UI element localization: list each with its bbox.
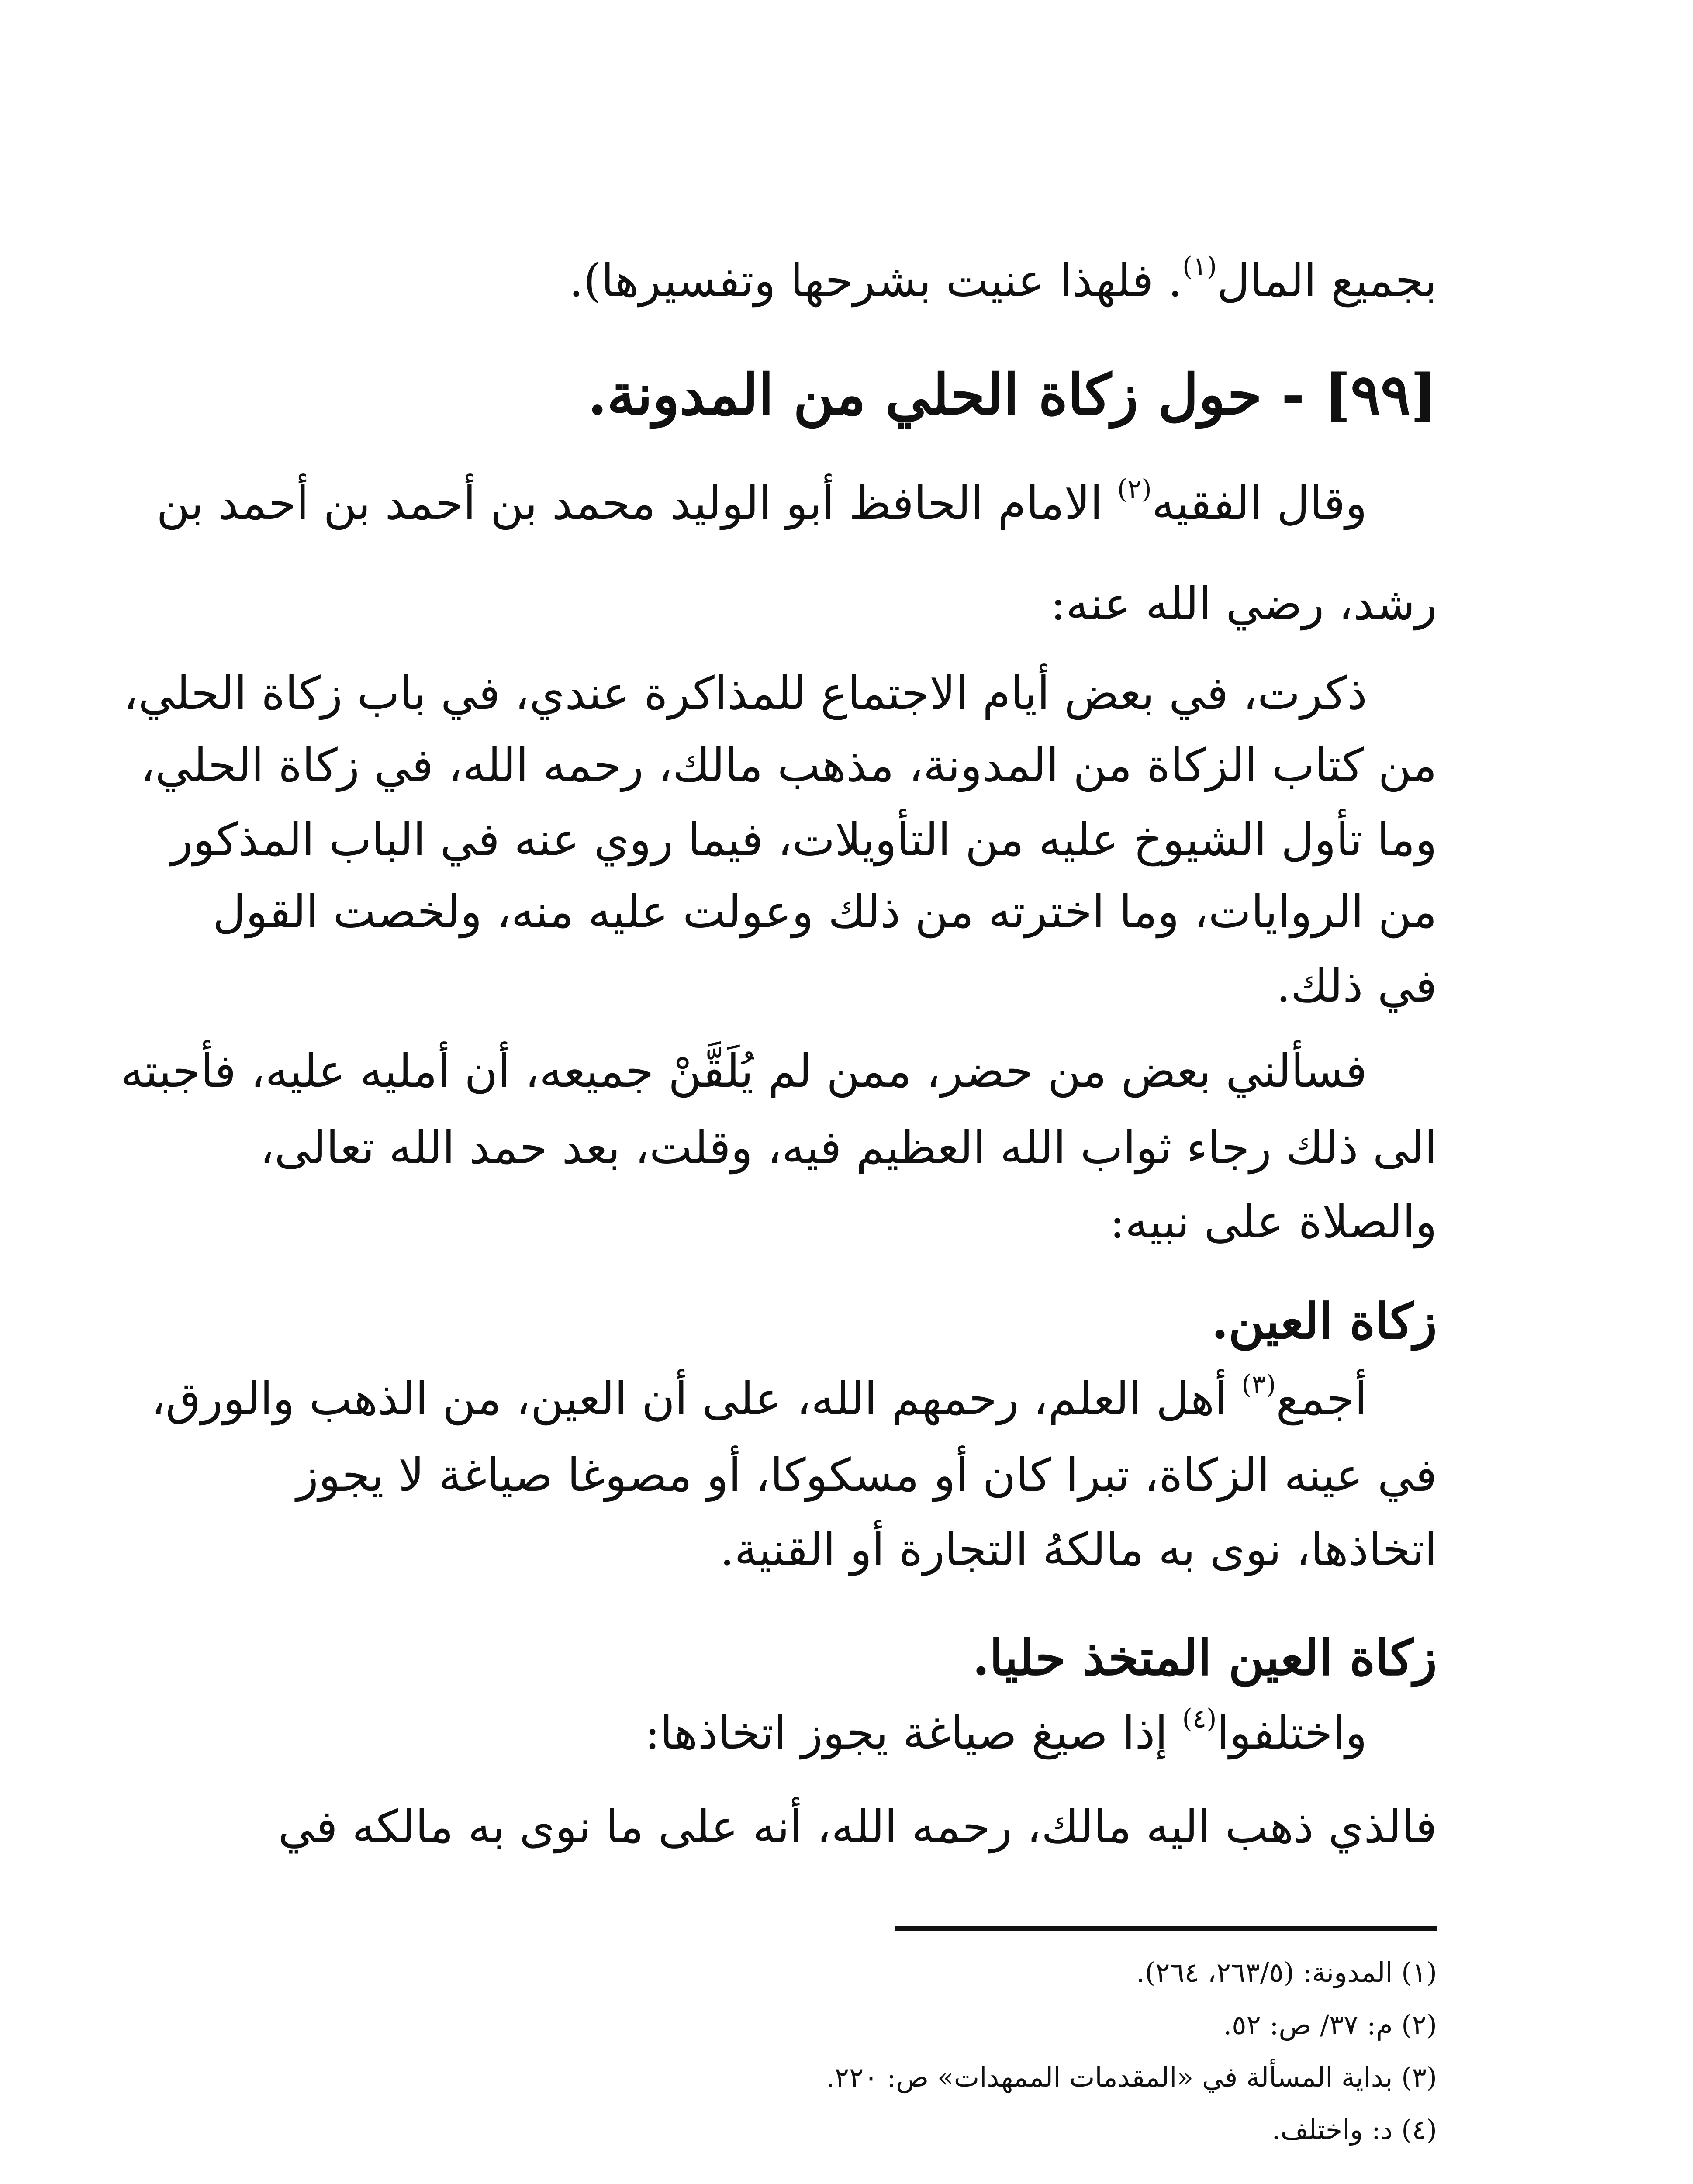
text-line: [644, 1704, 1367, 1759]
section-heading: [٩٩] - حول زكاة الحلي من المدونة.: [587, 362, 1437, 428]
text-fragment: أهل العلم، رحمهم الله، على أن العين، من الذهب والورق،: [151, 1372, 1242, 1425]
text-line: [156, 474, 1367, 530]
main-text: [121, 0, 1437, 1922]
subheading: زكاة العين.: [1211, 1293, 1437, 1350]
text-fragment: واختلفوا: [1216, 1706, 1367, 1759]
footnote-separator: [895, 1926, 1437, 1931]
text-line: اتخاذها، نوى به مالكهُ التجارة أو القنية.: [720, 1523, 1437, 1576]
footnote-marker: (٢): [1117, 474, 1152, 505]
text-fragment: أجمع: [1276, 1372, 1367, 1425]
text-line: فسألني بعض من حضر، ممن لم يُلَقَّنْ جميعه، أن أمليه عليه، فأجبته: [121, 1044, 1367, 1098]
text-line: من كتاب الزكاة من المدونة، مذهب مالك، رحمه الله، في زكاة الحلي،: [140, 739, 1437, 792]
text-line: والصلاة على نبيه:: [1109, 1195, 1437, 1248]
text-line: من الروايات، وما اخترته من ذلك وعولت عليه منه، ولخصت القول: [212, 885, 1437, 938]
text-line: [151, 1369, 1367, 1425]
text-line: فالذي ذهب اليه مالك، رحمه الله، أنه على ما نوى به مالكه في: [278, 1800, 1437, 1853]
text-line: ذكرت، في بعض أيام الاجتماع للمذاكرة عندي، في باب زكاة الحلي،: [123, 667, 1367, 720]
text-line: الى ذلك رجاء ثواب الله العظيم فيه، وقلت، بعد حمد الله تعالى،: [259, 1121, 1437, 1174]
text-fragment: . فلهذا عنيت بشرحها وتفسيرها).: [569, 254, 1182, 307]
footnote-marker: (١): [1182, 251, 1217, 282]
text-fragment: بجميع المال: [1217, 254, 1437, 307]
text-fragment: الامام الحافظ أبو الوليد محمد بن أحمد بن أحمد بن: [156, 477, 1117, 530]
footnote: (٣) بداية المسألة في «المقدمات الممهدات» ص: ٢٢٠.: [826, 2061, 1437, 2093]
footnote-marker: (٤): [1182, 1704, 1217, 1734]
text-fragment: وقال الفقيه: [1151, 477, 1367, 530]
footnote: (٢) م: ٣٧/ ص: ٥٢.: [1223, 2009, 1437, 2041]
text-line: وما تأول الشيوخ عليه من التأويلات، فيما روي عنه في الباب المذكور: [171, 813, 1437, 866]
text-fragment: إذا صيغ صياغة يجوز اتخاذها:: [644, 1706, 1182, 1759]
footnote: (١) المدونة: (٢٦٣/٥، ٢٦٤).: [1136, 1956, 1437, 1988]
footnote: (٤) د: واختلف.: [1271, 2114, 1437, 2146]
text-line: في عينه الزكاة، تبرا كان أو مسكوكا، أو مصوغا صياغة لا يجوز: [296, 1448, 1437, 1502]
footnote-marker: (٣): [1241, 1369, 1276, 1400]
subheading: زكاة العين المتخذ حليا.: [972, 1629, 1437, 1686]
text-line: في ذلك.: [1276, 959, 1437, 1013]
text-line: رشد، رضي الله عنه:: [1050, 577, 1437, 630]
text-line: [569, 251, 1437, 307]
